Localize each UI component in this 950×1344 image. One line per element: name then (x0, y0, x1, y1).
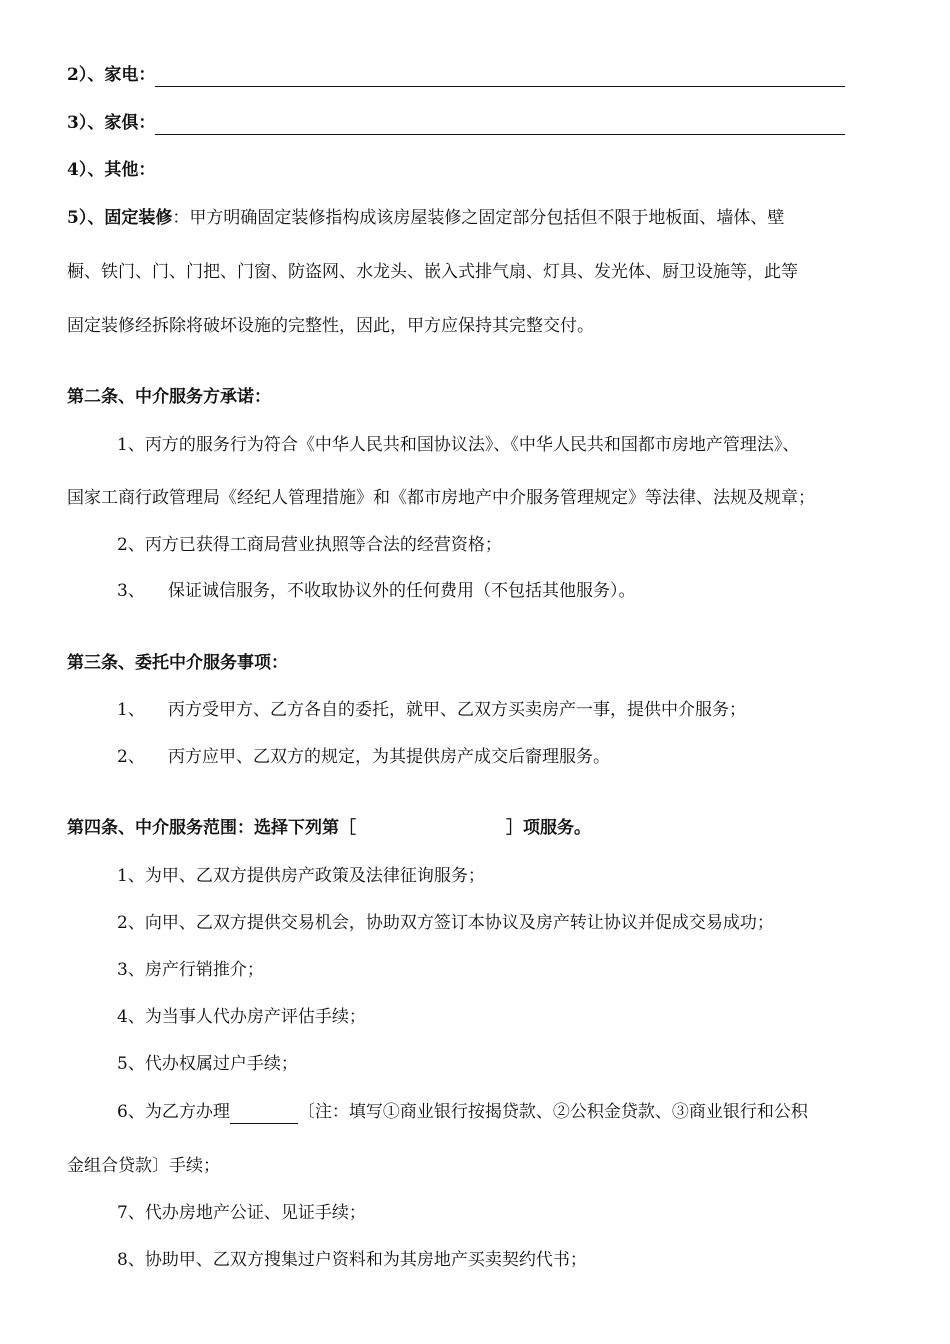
article4-title (67, 816, 591, 840)
article4-item6 (117, 1100, 808, 1124)
fixed-text-3: 固定装修经拆除将破坏设施的完整性，因此，甲方应保持其完整交付。 (67, 316, 594, 336)
article4-item2: 2、向甲、乙双方提供交易机会，协助双方签订本协议及房产转让协议并促成交易成功； (117, 913, 774, 933)
article2-item1-line1: 1、丙方的服务行为符合《中华人民共和国协议法》、《中华人民共和国都市房地产管理法》、 (117, 435, 800, 455)
article4-title-suffix: ］项服务。 (506, 818, 591, 838)
other-label: 4）、其他： (67, 160, 156, 180)
item-furniture (67, 111, 845, 135)
article3-item2 (117, 745, 610, 769)
fixed-text-2: 橱、铁门、门、门把、门窗、防盗网、水龙头、嵌入式排气扇、灯具、发光体、厨卫设施等，此等 (67, 262, 798, 282)
article4-item6-line2: 金组合贷款〕手续； (67, 1156, 220, 1176)
article2-item3-num: 3、 (117, 581, 145, 601)
article4-item6-prefix: 6、为乙方办理 (117, 1102, 230, 1122)
article4-item1: 1、为甲、乙双方提供房产政策及法律征询服务； (117, 866, 485, 886)
article3-item2-text: 丙方应甲、乙双方的规定，为其提供房产成交后窬理服务。 (168, 747, 610, 767)
article3-item2-num: 2、 (117, 747, 145, 767)
article2-item3 (117, 579, 636, 603)
article4-item8: 8、协助甲、乙双方搜集过户资料和为其房地产买卖契约代书； (117, 1250, 587, 1270)
article4-item4: 4、为当事人代办房产评估手续； (117, 1007, 366, 1027)
furniture-fill-line[interactable] (155, 116, 845, 135)
fixed-label: 5）、固定装修 (67, 208, 173, 228)
loan-type-fill-line[interactable] (230, 1105, 298, 1124)
furniture-label: 3）、家俱： (67, 113, 156, 133)
article4-item3: 3、房产行销推介； (117, 960, 264, 980)
article2-item1-line2: 国家工商行政管理局《经纪人管理措施》和《都市房地产中介服务管理规定》等法律、法规及规章； (67, 488, 815, 508)
appliances-label: 2）、家电： (67, 65, 156, 85)
article3-item1-text: 丙方受甲方、乙方各自的委托，就甲、乙双方买卖房产一事，提供中介服务； (168, 700, 746, 720)
item-appliances (67, 63, 845, 87)
article4-item6-suffix: 〔注：填写①商业银行按揭贷款、②公积金贷款、③商业银行和公积 (297, 1102, 808, 1122)
article4-item5: 5、代办权属过户手续； (117, 1054, 298, 1074)
appliances-fill-line[interactable] (155, 68, 845, 87)
article2-item3-text: 保证诚信服务，不收取协议外的任何费用（不包括其他服务）。 (168, 581, 636, 601)
item-fixed-decoration (67, 206, 784, 230)
article2-item2: 2、丙方已获得工商局营业执照等合法的经营资格； (117, 535, 502, 555)
article3-title: 第三条、委托中介服务事项： (67, 653, 288, 673)
article3-item1-num: 1、 (117, 700, 145, 720)
article2-title: 第二条、中介服务方承诺： (67, 387, 271, 407)
article4-item7: 7、代办房地产公证、见证手续； (117, 1203, 366, 1223)
article3-item1 (117, 698, 746, 722)
article4-title-prefix: 第四条、中介服务范围：选择下列第［ (67, 818, 356, 838)
item-other (67, 158, 155, 182)
fixed-text-1: ：甲方明确固定装修指构成该房屋装修之固定部分包括但不限于地板面、墙体、壁 (172, 208, 785, 228)
